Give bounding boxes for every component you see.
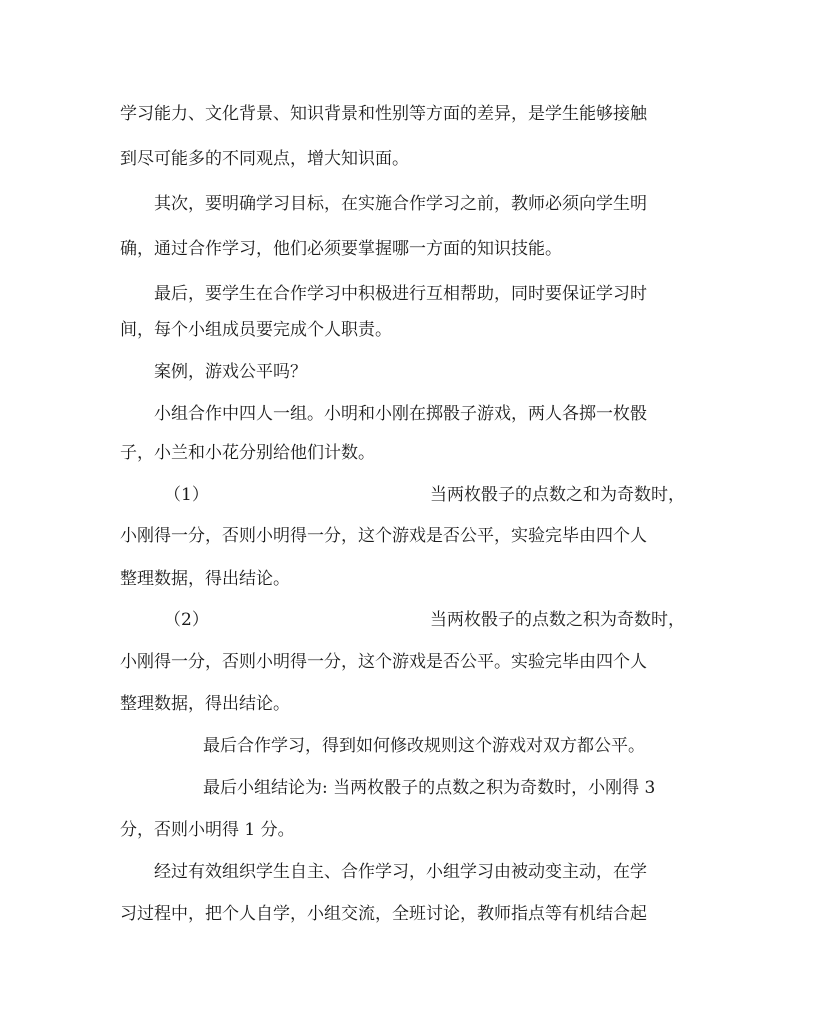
text-line: 确，通过合作学习，他们必须要掌握哪一方面的知识技能。 [120,239,562,259]
item-number-1: （1） [164,485,209,505]
text-line: 整理数据，得出结论。 [120,569,290,589]
text-line: 最后小组结论为: 当两枚骰子的点数之积为奇数时，小刚得 3 [203,778,656,798]
text-line: 整理数据，得出结论。 [120,694,290,714]
text-line: 最后合作学习，得到如何修改规则这个游戏对双方都公平。 [203,736,645,756]
text-line: 最后，要学生在合作学习中积极进行互相帮助，同时要保证学习时 [154,284,647,304]
text-line: 到尽可能多的不同观点，增大知识面。 [120,149,409,169]
text-line: 子，小兰和小花分别给他们计数。 [120,443,375,463]
item-number-2: （2） [164,610,209,630]
text-line: 当两枚骰子的点数之积为奇数时， [430,610,685,630]
case-heading: 案例，游戏公平吗？ [154,362,307,382]
text-line: 分，否则小明得 1 分。 [120,820,295,840]
text-line: 学习能力、文化背景、知识背景和性别等方面的差异，是学生能够接触 [120,104,647,124]
text-line: 习过程中，把个人自学，小组交流，全班讨论，教师指点等有机结合起 [120,904,647,924]
text-line: 当两枚骰子的点数之和为奇数时， [430,485,685,505]
text-line: 小刚得一分，否则小明得一分，这个游戏是否公平。实验完毕由四个人 [120,652,647,672]
text-line: 其次，要明确学习目标，在实施合作学习之前，教师必须向学生明 [154,194,647,214]
text-line: 小组合作中四人一组。小明和小刚在掷骰子游戏，两人各掷一枚骰 [154,404,647,424]
text-line: 间，每个小组成员要完成个人职责。 [120,320,392,340]
text-line: 经过有效组织学生自主、合作学习，小组学习由被动变主动，在学 [154,862,647,882]
text-line: 小刚得一分，否则小明得一分，这个游戏是否公平，实验完毕由四个人 [120,526,647,546]
